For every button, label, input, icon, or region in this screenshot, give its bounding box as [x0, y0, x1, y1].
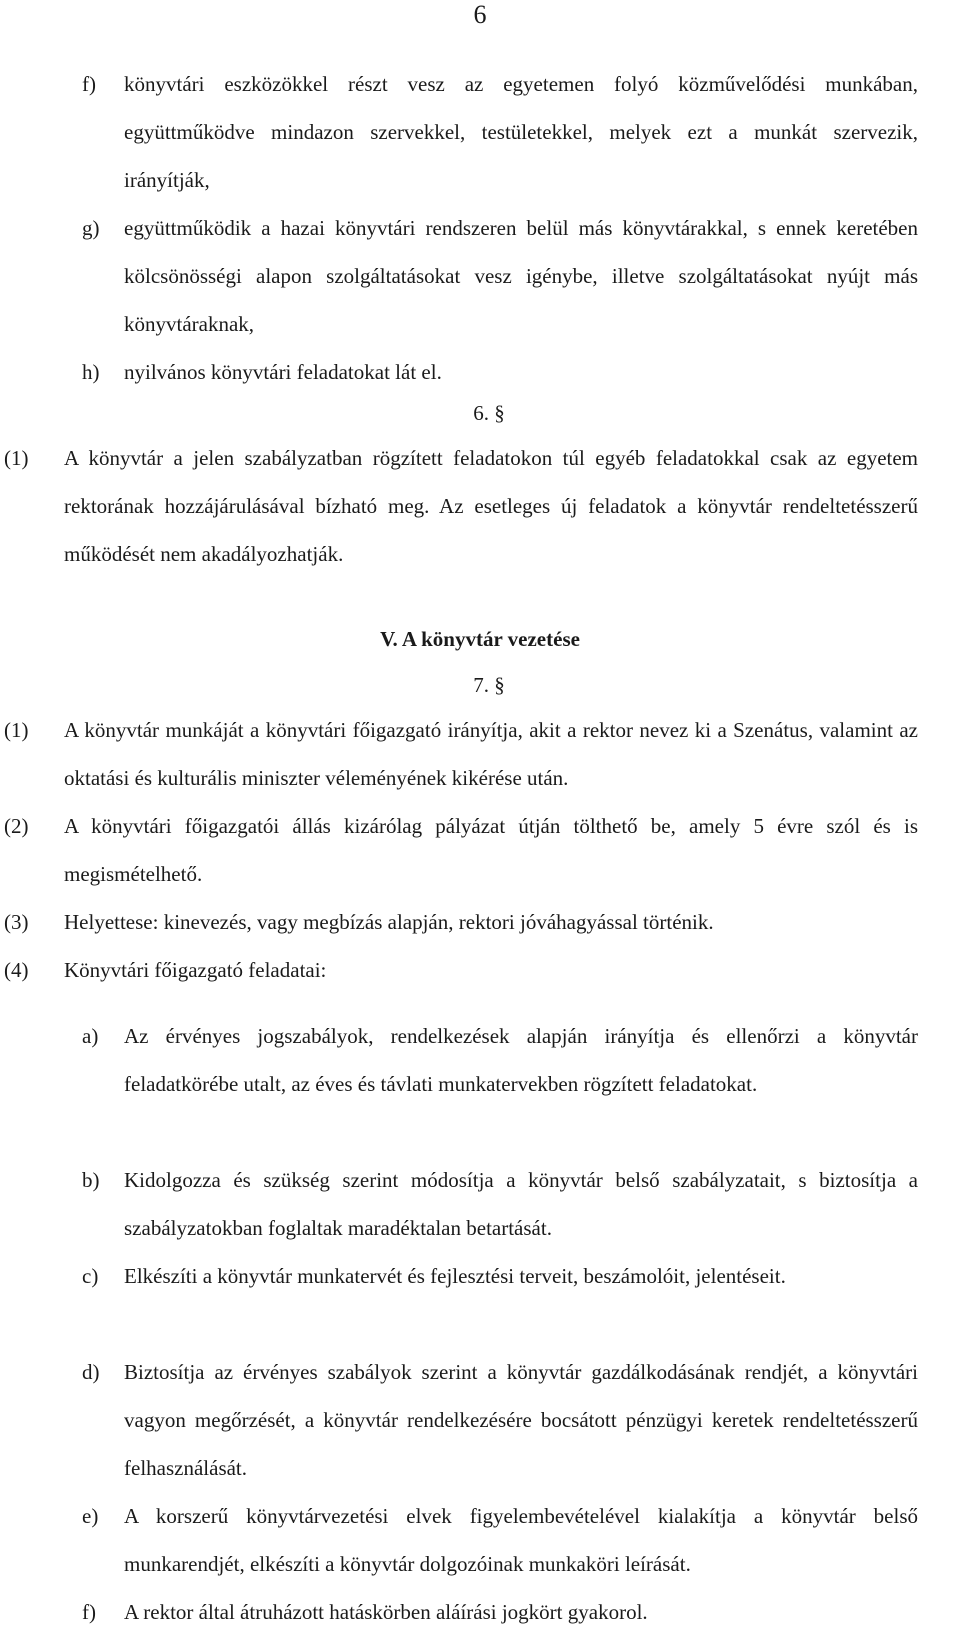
- list-marker: a): [82, 1024, 99, 1048]
- list-item: [82, 348, 918, 396]
- list-item-text: könyvtári eszközökkel részt vesz az egyetemen folyó közművelődési munkában, együttműködve mindazon szervekkel, testületekkel, melyek ezt a munkát szervezik, irányítják,: [124, 72, 918, 192]
- paragraph-marker: (1): [4, 446, 29, 470]
- list-item-text: Az érvényes jogszabályok, rendelkezések alapján irányítja és ellenőrzi a könyvtár feladatkörébe utalt, az éves és távlati munkatervekben rögzített feladatokat.: [124, 1024, 918, 1096]
- list-item-text: Kidolgozza és szükség szerint módosítja a könyvtár belső szabályzatait, s biztosítja a szabályzatokban foglaltak maradéktalan betartását.: [124, 1168, 918, 1240]
- list-item: [82, 60, 918, 204]
- list-marker: g): [82, 216, 100, 240]
- numbered-paragraph: [4, 898, 918, 946]
- paragraph-text: Könyvtári főigazgató feladatai:: [64, 958, 327, 982]
- paragraph-text: A könyvtári főigazgatói állás kizárólag pályázat útján tölthető be, amely 5 évre szól és is megismételhető.: [64, 814, 918, 886]
- list-item-text: Biztosítja az érvényes szabályok szerint a könyvtár gazdálkodásának rendjét, a könyvtári vagyon megőrzését, a könyvtár rendelkezésére bocsátott pénzügyi keretek rendeltetésszerű felhasználását.: [124, 1360, 918, 1480]
- list-item-text: együttműködik a hazai könyvtári rendszeren belül más könyvtárakkal, s ennek keretében kölcsönösségi alapon szolgáltatásokat vesz igénybe, illetve szolgáltatásokat nyújt más könyvtáraknak,: [124, 216, 918, 336]
- numbered-paragraph: [4, 434, 918, 578]
- list-item: [82, 1012, 918, 1108]
- paragraph-text: A könyvtár munkáját a könyvtári főigazgató irányítja, akit a rektor nevez ki a Szenátus, valamint az oktatási és kulturális miniszter véleményének kikérése után.: [64, 718, 918, 790]
- numbered-paragraph: [4, 706, 918, 802]
- section-sign-text: 6. §: [473, 401, 505, 425]
- list-item-text: nyilvános könyvtári feladatokat lát el.: [124, 360, 442, 384]
- paragraph-marker: (4): [4, 958, 29, 982]
- list-marker: c): [82, 1264, 99, 1288]
- list-item-text: A rektor által átruházott hatáskörben aláírási jogkört gyakorol.: [124, 1600, 648, 1624]
- list-marker: f): [82, 72, 96, 96]
- numbered-paragraph: [4, 802, 918, 898]
- list-marker: b): [82, 1168, 100, 1192]
- list-marker: h): [82, 360, 100, 384]
- list-item: [82, 1588, 918, 1636]
- list-item: [82, 1156, 918, 1252]
- list-item: [82, 204, 918, 348]
- list-item: [82, 1252, 918, 1300]
- section-sign-7: [0, 670, 960, 700]
- list-marker: f): [82, 1600, 96, 1624]
- paragraph-marker: (3): [4, 910, 29, 934]
- paragraph-marker: (1): [4, 718, 29, 742]
- paragraph-marker: (2): [4, 814, 29, 838]
- list-item-text: A korszerű könyvtárvezetési elvek figyelembevételével kialakítja a könyvtár belső munkarendjét, elkészíti a könyvtár dolgozóinak munkaköri leírását.: [124, 1504, 918, 1576]
- section-sign-6: [0, 398, 960, 428]
- list-marker: d): [82, 1360, 100, 1384]
- numbered-paragraph: [4, 946, 918, 994]
- section-sign-text: 7. §: [473, 673, 505, 697]
- list-item: [82, 1492, 918, 1588]
- paragraph-text: A könyvtár a jelen szabályzatban rögzített feladatokon túl egyéb feladatokkal csak az egyetem rektorának hozzájárulásával bízható meg. Az esetleges új feladatok a könyvtár rendeltetésszerű működését nem akadályozhatják.: [64, 446, 918, 566]
- list-item-text: Elkészíti a könyvtár munkatervét és fejlesztési terveit, beszámolóit, jelentéseit.: [124, 1264, 786, 1288]
- chapter-title: V. A könyvtár vezetése: [380, 627, 580, 651]
- list-item: [82, 1348, 918, 1492]
- list-marker: e): [82, 1504, 99, 1528]
- page-number: 6: [473, 0, 487, 29]
- paragraph-text: Helyettese: kinevezés, vagy megbízás alapján, rektori jóváhagyással történik.: [64, 910, 714, 934]
